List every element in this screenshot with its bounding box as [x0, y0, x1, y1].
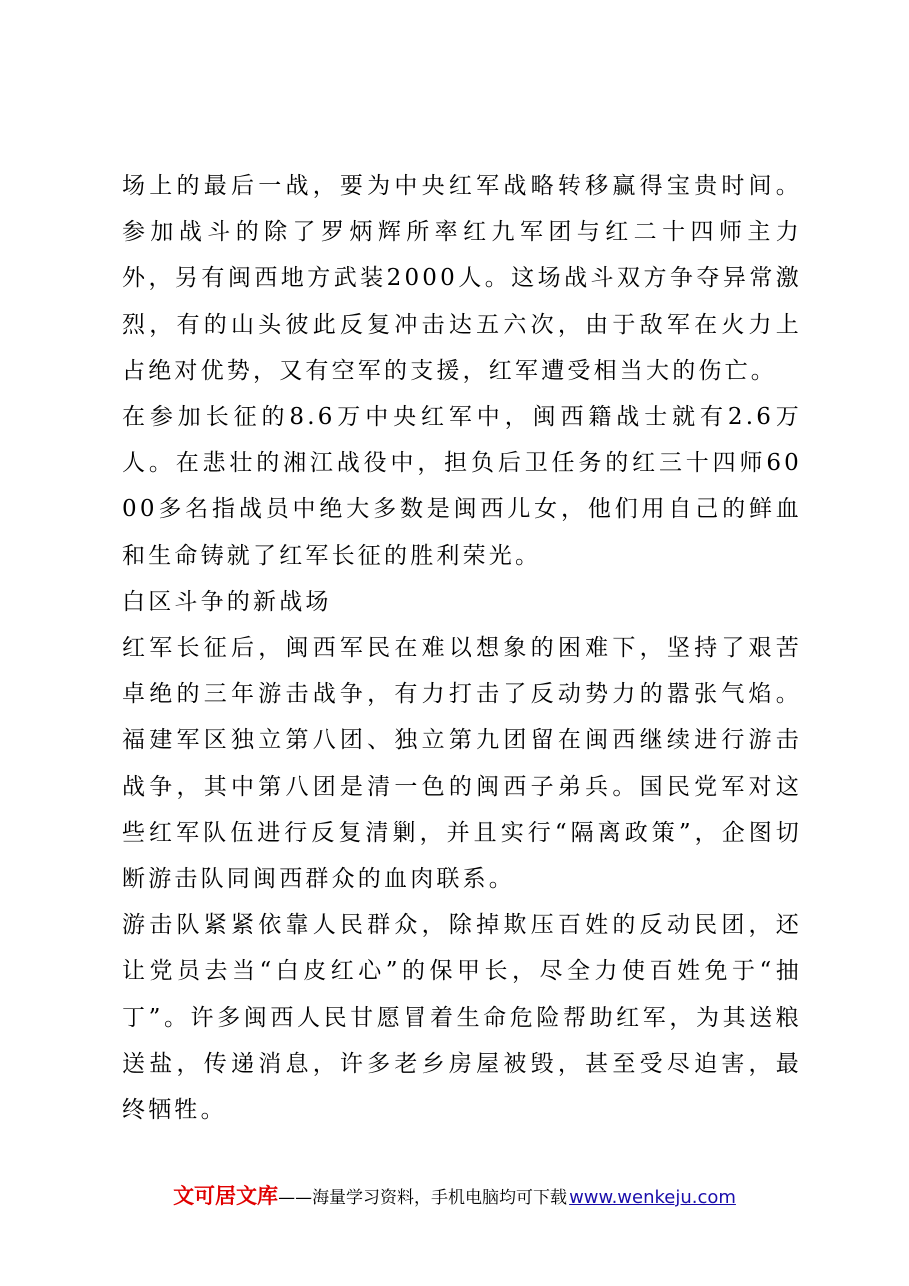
footer-banner	[0, 1180, 909, 1210]
footer-tagline: ——海量学习资料，手机电脑均可下载	[278, 1188, 568, 1208]
footer-brand: 文可居文库	[173, 1184, 279, 1208]
paragraph: 红军长征后，闽西军民在难以想象的困难下，坚持了艰苦卓绝的三年游击战争，有力打击了反动势力的嚣张气焰。福建军区独立第八团、独立第九团留在闽西继续进行游击战争，其中第八团是清一色的闽西子弟兵。国民党军对这些红军队伍进行反复清剿，并且实行“隔离政策”，企图切断游击队同闽西群众的血肉联系。	[122, 635, 802, 893]
document-body	[122, 163, 802, 1133]
footer-link[interactable]: www.wenkeju.com	[569, 1187, 736, 1208]
paragraph: 游击队紧紧依靠人民群众，除掉欺压百姓的反动民团，还让党员去当“白皮红心”的保甲长，尽全力使百姓免于“抽丁”。许多闽西人民甘愿冒着生命危险帮助红军，为其送粮送盐，传递消息，许多老乡房屋被毁，甚至受尽迫害，最终牺牲。	[122, 912, 802, 1124]
paragraph: 在参加长征的8.6万中央红军中，闽西籍战士就有2.6万人。在悲壮的湘江战役中，担负后卫任务的红三十四师6000多名指战员中绝大多数是闽西儿女，他们用自己的鲜血和生命铸就了红军长征的胜利荣光。	[122, 404, 802, 569]
paragraph: 场上的最后一战，要为中央红军战略转移赢得宝贵时间。参加战斗的除了罗炳辉所率红九军团与红二十四师主力外，另有闽西地方武装2000人。这场战斗双方争夺异常激烈，有的山头彼此反复冲击达五六次，由于敌军在火力上占绝对优势，又有空军的支援，红军遭受相当大的伤亡。	[122, 173, 802, 384]
section-heading: 白区斗争的新战场	[122, 588, 332, 615]
